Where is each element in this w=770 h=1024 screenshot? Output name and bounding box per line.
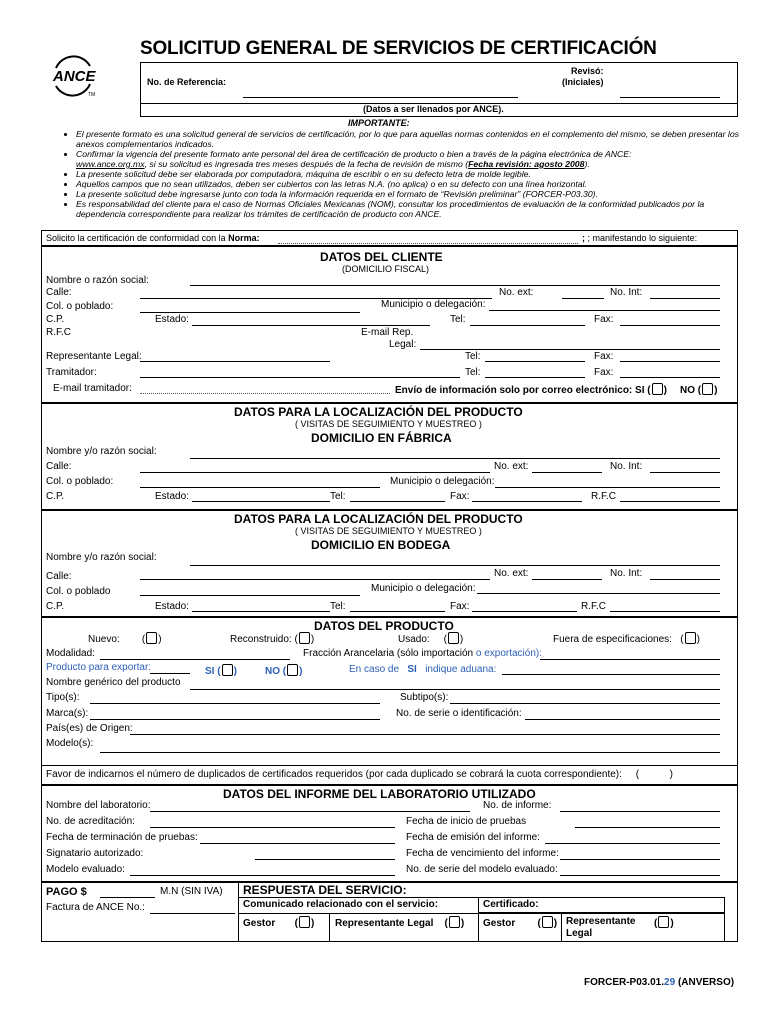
serie-input[interactable] [525, 719, 720, 720]
fabrica-tel-label: Tel: [330, 491, 346, 502]
norma-input[interactable] [278, 243, 578, 244]
cliente-rep-legal-input[interactable] [140, 361, 330, 362]
bodega-rfc-label: R.F.C [581, 601, 606, 612]
bodega-noext-label: No. ext: [494, 568, 529, 579]
bodega-nombre-input[interactable] [190, 565, 720, 566]
fabrica-rfc-label: R.F.C [591, 491, 616, 502]
cliente-tel3-label: Tel: [465, 367, 481, 378]
cliente-email-rep-label: E-mail Rep. [361, 327, 414, 338]
fabrica-title: DATOS PARA LA LOCALIZACIÓN DEL PRODUCTO [234, 405, 523, 419]
gestor-checkbox[interactable] [299, 916, 310, 928]
aduana-input[interactable] [502, 674, 720, 675]
instruction-item: • El presente formato es una solicitud general de servicios de certificación, por lo que para aquellas normas contenidos en el complemento del mismo, se deben presentar los anexos complementarios indicados. [76, 129, 742, 149]
lab-inicio-input[interactable] [575, 827, 720, 828]
respuesta-title: RESPUESTA DEL SERVICIO: [243, 883, 407, 897]
cliente-noint-label: No. Int: [610, 287, 643, 298]
ref-input[interactable] [243, 97, 518, 98]
cliente-estado-label: Estado: [155, 314, 189, 325]
cliente-fax3-input[interactable] [620, 377, 720, 378]
bodega-calle-input[interactable] [140, 579, 490, 580]
lab-emision-input[interactable] [545, 843, 720, 844]
reconstruido-label: Reconstruido: ( ) [230, 634, 315, 645]
cliente-title: DATOS DEL CLIENTE [320, 250, 443, 264]
fabrica-noext-input[interactable] [532, 472, 602, 473]
serie-label: No. de serie o identificación: [396, 708, 522, 719]
instruction-item: • La presente solicitud debe ingresarse junto con toda la información requerida en el formato de “Revisión preliminar” (FORCER-P03.30). [76, 189, 742, 199]
cliente-email-tram-label: E-mail tramitador: [53, 383, 132, 394]
bodega-cp-label: C.P. [46, 601, 65, 612]
cliente-tel2-label: Tel: [465, 351, 481, 362]
fabrica-cp-label: C.P. [46, 491, 65, 502]
bodega-col-label: Col. o poblado [46, 586, 111, 597]
pago-label: PAGO $ [46, 886, 87, 898]
cliente-municipio-label: Municipio o delegación: [381, 299, 486, 310]
fabrica-col-label: Col. o poblado: [46, 476, 114, 487]
cliente-tel3-input[interactable] [485, 377, 585, 378]
logo-tm: TM [88, 92, 96, 98]
importante-label: IMPORTANTE: [348, 118, 410, 128]
duplicados-label: Favor de indicarnos el número de duplicados de certificados requeridos (por cada duplicado se cobrará la cuota correspondiente): ( ) [46, 769, 674, 780]
bodega-noint-input[interactable] [650, 579, 720, 580]
cliente-legal-label: Legal: [389, 339, 417, 350]
respuesta-side [478, 897, 725, 913]
fabrica-estado-input[interactable] [192, 501, 330, 502]
bodega-subtitle: ( VISITAS DE SEGUIMIENTO Y MUESTREO ) [295, 526, 482, 536]
modalidad-label: Modalidad: [46, 648, 95, 659]
lab-noinforme-input[interactable] [560, 811, 720, 812]
fabrica-nombre-label: Nombre y/o razón social: [46, 446, 157, 457]
laboratorio-title: DATOS DEL INFORME DEL LABORATORIO UTILIZADO [223, 787, 536, 801]
cliente-col-label: Col. o poblado: [46, 301, 114, 312]
lab-terminacion-input[interactable] [200, 843, 395, 844]
gestor2-label: Gestor ( ) [483, 918, 558, 929]
cliente-noint-input[interactable] [650, 298, 720, 299]
lab-signatario-label: Signatario autorizado: [46, 848, 144, 859]
fabrica-col-input[interactable] [140, 487, 380, 488]
fabrica-noint-input[interactable] [650, 472, 720, 473]
exportar-label: Producto para exportar: [46, 662, 152, 673]
exportar-line [150, 673, 190, 674]
exportar-si: SI ( ) [205, 666, 237, 677]
cliente-tel-input[interactable] [470, 325, 585, 326]
fabrica-sub2: DOMICILIO EN FÁBRICA [311, 431, 452, 445]
rep2-label-b: Legal [566, 928, 593, 939]
cliente-nombre-input[interactable] [190, 285, 720, 286]
cliente-fax2-label: Fax: [594, 351, 614, 362]
bodega-nombre-label: Nombre y/o razón social: [46, 552, 157, 563]
lab-inicio-label: Fecha de inicio de pruebas [406, 816, 527, 827]
norma-suffix: ; ; manifestando lo siguiente: [582, 233, 698, 243]
reviso-label: Revisó: [571, 66, 604, 76]
fraccion-input[interactable] [540, 659, 720, 660]
cliente-email-rep-input[interactable] [420, 349, 720, 350]
pago-mn: M.N (SIN IVA) [160, 886, 223, 897]
rep-legal-checkbox[interactable] [449, 916, 460, 928]
fabrica-estado-label: Estado: [155, 491, 189, 502]
fabrica-tel-input[interactable] [350, 501, 445, 502]
fraccion-label: Fracción Arancelaria (sólo importación o exportación): [303, 648, 543, 659]
bodega-estado-label: Estado: [155, 601, 189, 612]
marcas-label: Marca(s): [46, 708, 89, 719]
lab-modelo-input[interactable] [130, 875, 395, 876]
pago-input[interactable] [100, 897, 155, 898]
lab-serie-label: No. de serie del modelo evaluado: [406, 864, 558, 875]
iniciales-label: (Iniciales) [562, 77, 604, 87]
fabrica-calle-label: Calle: [46, 461, 72, 472]
lab-nombre-label: Nombre del laboratorio: [46, 800, 151, 811]
fuera-label: Fuera de especificaciones: ( ) [553, 634, 700, 645]
fabrica-noint-label: No. Int: [610, 461, 643, 472]
fuera-checkbox[interactable] [685, 632, 696, 644]
tipos-input[interactable] [90, 703, 380, 704]
cliente-noext-input[interactable] [562, 298, 604, 299]
cliente-fax-label: Fax: [594, 314, 614, 325]
instruction-item: • La presente solicitud debe ser elaborada por computadora, máquina de escribir o en su defecto letra de molde legible. [76, 169, 742, 179]
cliente-calle-label: Calle: [46, 287, 72, 298]
bodega-noint-label: No. Int: [610, 568, 643, 579]
cliente-tel2-input[interactable] [485, 361, 585, 362]
cliente-col-input[interactable] [140, 312, 360, 313]
cliente-email-tram-input[interactable] [140, 393, 390, 394]
lab-emision-label: Fecha de emisión del informe: [406, 832, 540, 843]
bodega-fax-label: Fax: [450, 601, 470, 612]
bodega-municipio-input[interactable] [477, 593, 720, 594]
bodega-tel-input[interactable] [350, 611, 445, 612]
bodega-sub2: DOMICILIO EN BODEGA [311, 538, 451, 552]
modelos-label: Modelo(s): [46, 738, 94, 749]
envio-label: Envío de información solo por correo electrónico: SI ( ) [395, 385, 667, 396]
ance-link[interactable]: www.ance.org.mx [76, 159, 145, 169]
factura-input[interactable] [150, 913, 235, 914]
bodega-col-input[interactable] [140, 595, 360, 596]
usado-checkbox[interactable] [448, 632, 459, 644]
subtipo-input[interactable] [450, 703, 720, 704]
lab-modelo-label: Modelo evaluado: [46, 864, 125, 875]
bodega-noext-input[interactable] [532, 579, 602, 580]
modelos-input[interactable] [100, 752, 720, 753]
producto-title: DATOS DEL PRODUCTO [314, 619, 454, 633]
paises-input[interactable] [130, 734, 720, 735]
lab-serie-input[interactable] [560, 875, 720, 876]
gestor2-checkbox[interactable] [542, 916, 553, 928]
certificado-label: Certificado: [483, 899, 539, 910]
cliente-municipio-input[interactable] [489, 310, 720, 311]
generico-input[interactable] [190, 689, 720, 690]
cliente-fax3-label: Fax: [594, 367, 614, 378]
exportar-no: NO ( ) [265, 666, 303, 677]
fabrica-fax-input[interactable] [472, 501, 582, 502]
logo-text: ANCE [53, 68, 96, 85]
rep2-checkbox[interactable] [658, 916, 669, 928]
usado-label: Usado: ( ) [398, 634, 464, 645]
ref-label: No. de Referencia: [147, 77, 227, 87]
envio-si-checkbox[interactable] [652, 383, 663, 395]
lab-vencimiento-label: Fecha de vencimiento del informe: [406, 848, 559, 859]
cliente-estado-input[interactable] [192, 325, 430, 326]
envio-no-checkbox[interactable] [702, 383, 713, 395]
cliente-tel-label: Tel: [450, 314, 466, 325]
factura-label: Factura de ANCE No.: [46, 902, 145, 913]
bodega-fax-input[interactable] [472, 611, 577, 612]
bodega-calle-label: Calle: [46, 571, 72, 582]
bodega-tel-label: Tel: [330, 601, 346, 612]
lab-terminacion-label: Fecha de terminación de pruebas: [46, 832, 198, 843]
divider [41, 765, 738, 766]
cliente-tramitador-input[interactable] [140, 377, 460, 378]
bodega-rfc-input[interactable] [610, 611, 720, 612]
bodega-estado-input[interactable] [192, 611, 330, 612]
nuevo-checkbox[interactable] [146, 632, 157, 644]
exportar-si-checkbox[interactable] [222, 664, 233, 676]
envio-no-label: NO ( ) [680, 385, 718, 396]
cliente-nombre-label: Nombre o razón social: [46, 275, 149, 286]
cliente-fax-input[interactable] [620, 325, 720, 326]
lab-acreditacion-label: No. de acreditación: [46, 816, 135, 827]
rep2-label-a: Representante [566, 916, 636, 927]
ance-logo [50, 54, 96, 98]
fabrica-subtitle: ( VISITAS DE SEGUIMIENTO Y MUESTREO ) [295, 419, 482, 429]
instruction-item: • Aquellos campos que no sean utilizados, deben ser cubiertos con las letras N.A. (no aplica) o en su defecto con una línea horizontal. [76, 179, 742, 189]
cliente-rep-legal-label: Representante Legal: [46, 351, 142, 362]
fabrica-nombre-input[interactable] [190, 458, 720, 459]
page-title: SOLICITUD GENERAL DE SERVICIOS DE CERTIFICACIÓN [140, 38, 657, 59]
fabrica-noext-label: No. ext: [494, 461, 529, 472]
cliente-rfc-label: R.F.C [46, 327, 71, 338]
lab-noinforme-label: No. de informe: [483, 800, 552, 811]
rep2-check-wrap: ( ) [654, 918, 674, 929]
bodega-title: DATOS PARA LA LOCALIZACIÓN DEL PRODUCTO [234, 512, 523, 526]
reconstruido-checkbox[interactable] [299, 632, 310, 644]
tipos-label: Tipo(s): [46, 692, 80, 703]
subtipo-label: Subtipo(s): [400, 692, 449, 703]
instruction-item: • Confirmar la vigencia del presente formato ante personal del área de certificación de producto o bien a través de la página electrónica de ANCE: www.ance.org.mx, si su solicitud es ingresada tres meses después de la fecha de revisión de mismo (Fecha revisión: agosto 2008). [76, 149, 742, 169]
exportar-no-checkbox[interactable] [287, 664, 298, 676]
fabrica-rfc-input[interactable] [620, 501, 720, 502]
lab-acreditacion-input[interactable] [150, 827, 395, 828]
cliente-cp-label: C.P. [46, 314, 65, 325]
gestor-label: Gestor ( ) [243, 918, 315, 929]
fabrica-municipio-input[interactable] [495, 487, 720, 488]
lab-vencimiento-input[interactable] [560, 859, 720, 860]
cliente-fax2-input[interactable] [620, 361, 720, 362]
footer-code: FORCER-P03.01.29 (ANVERSO) [584, 977, 735, 988]
modalidad-input[interactable] [100, 659, 290, 660]
cliente-tramitador-label: Tramitador: [46, 367, 97, 378]
instruction-item: • Es responsabilidad del cliente para el caso de Normas Oficiales Mexicanas (NOM), consultar los procedimientos de evaluación de la conformidad publicados por la dependencia correspondiente para realizar los trámites de certificación de producto con ANCE. [76, 199, 742, 219]
fabrica-calle-input[interactable] [140, 472, 490, 473]
comunicado-label: Comunicado relacionado con el servicio: [243, 899, 439, 910]
fabrica-municipio-label: Municipio o delegación: [390, 476, 495, 487]
lab-signatario-input[interactable] [255, 859, 395, 860]
cliente-subtitle: (DOMICILIO FISCAL) [342, 264, 430, 274]
bodega-municipio-label: Municipio o delegación: [371, 583, 476, 594]
fabrica-fax-label: Fax: [450, 491, 470, 502]
iniciales-input[interactable] [620, 97, 720, 98]
norma-label: Solicito la certificación de conformidad con la Norma: [46, 233, 260, 243]
ance-note: (Datos a ser llenados por ANCE). [363, 104, 504, 114]
nuevo-label: Nuevo: ( ) [88, 634, 162, 645]
marcas-input[interactable] [90, 719, 380, 720]
instructions-list [62, 129, 742, 219]
caso-label: En caso de SI indique aduana: [349, 664, 497, 675]
generico-label: Nombre genérico del producto [46, 677, 181, 688]
paises-label: País(es) de Origen: [46, 723, 133, 734]
lab-nombre-input[interactable] [150, 811, 470, 812]
cliente-noext-label: No. ext: [499, 287, 534, 298]
rep-legal-label: Representante Legal ( ) [335, 918, 465, 929]
